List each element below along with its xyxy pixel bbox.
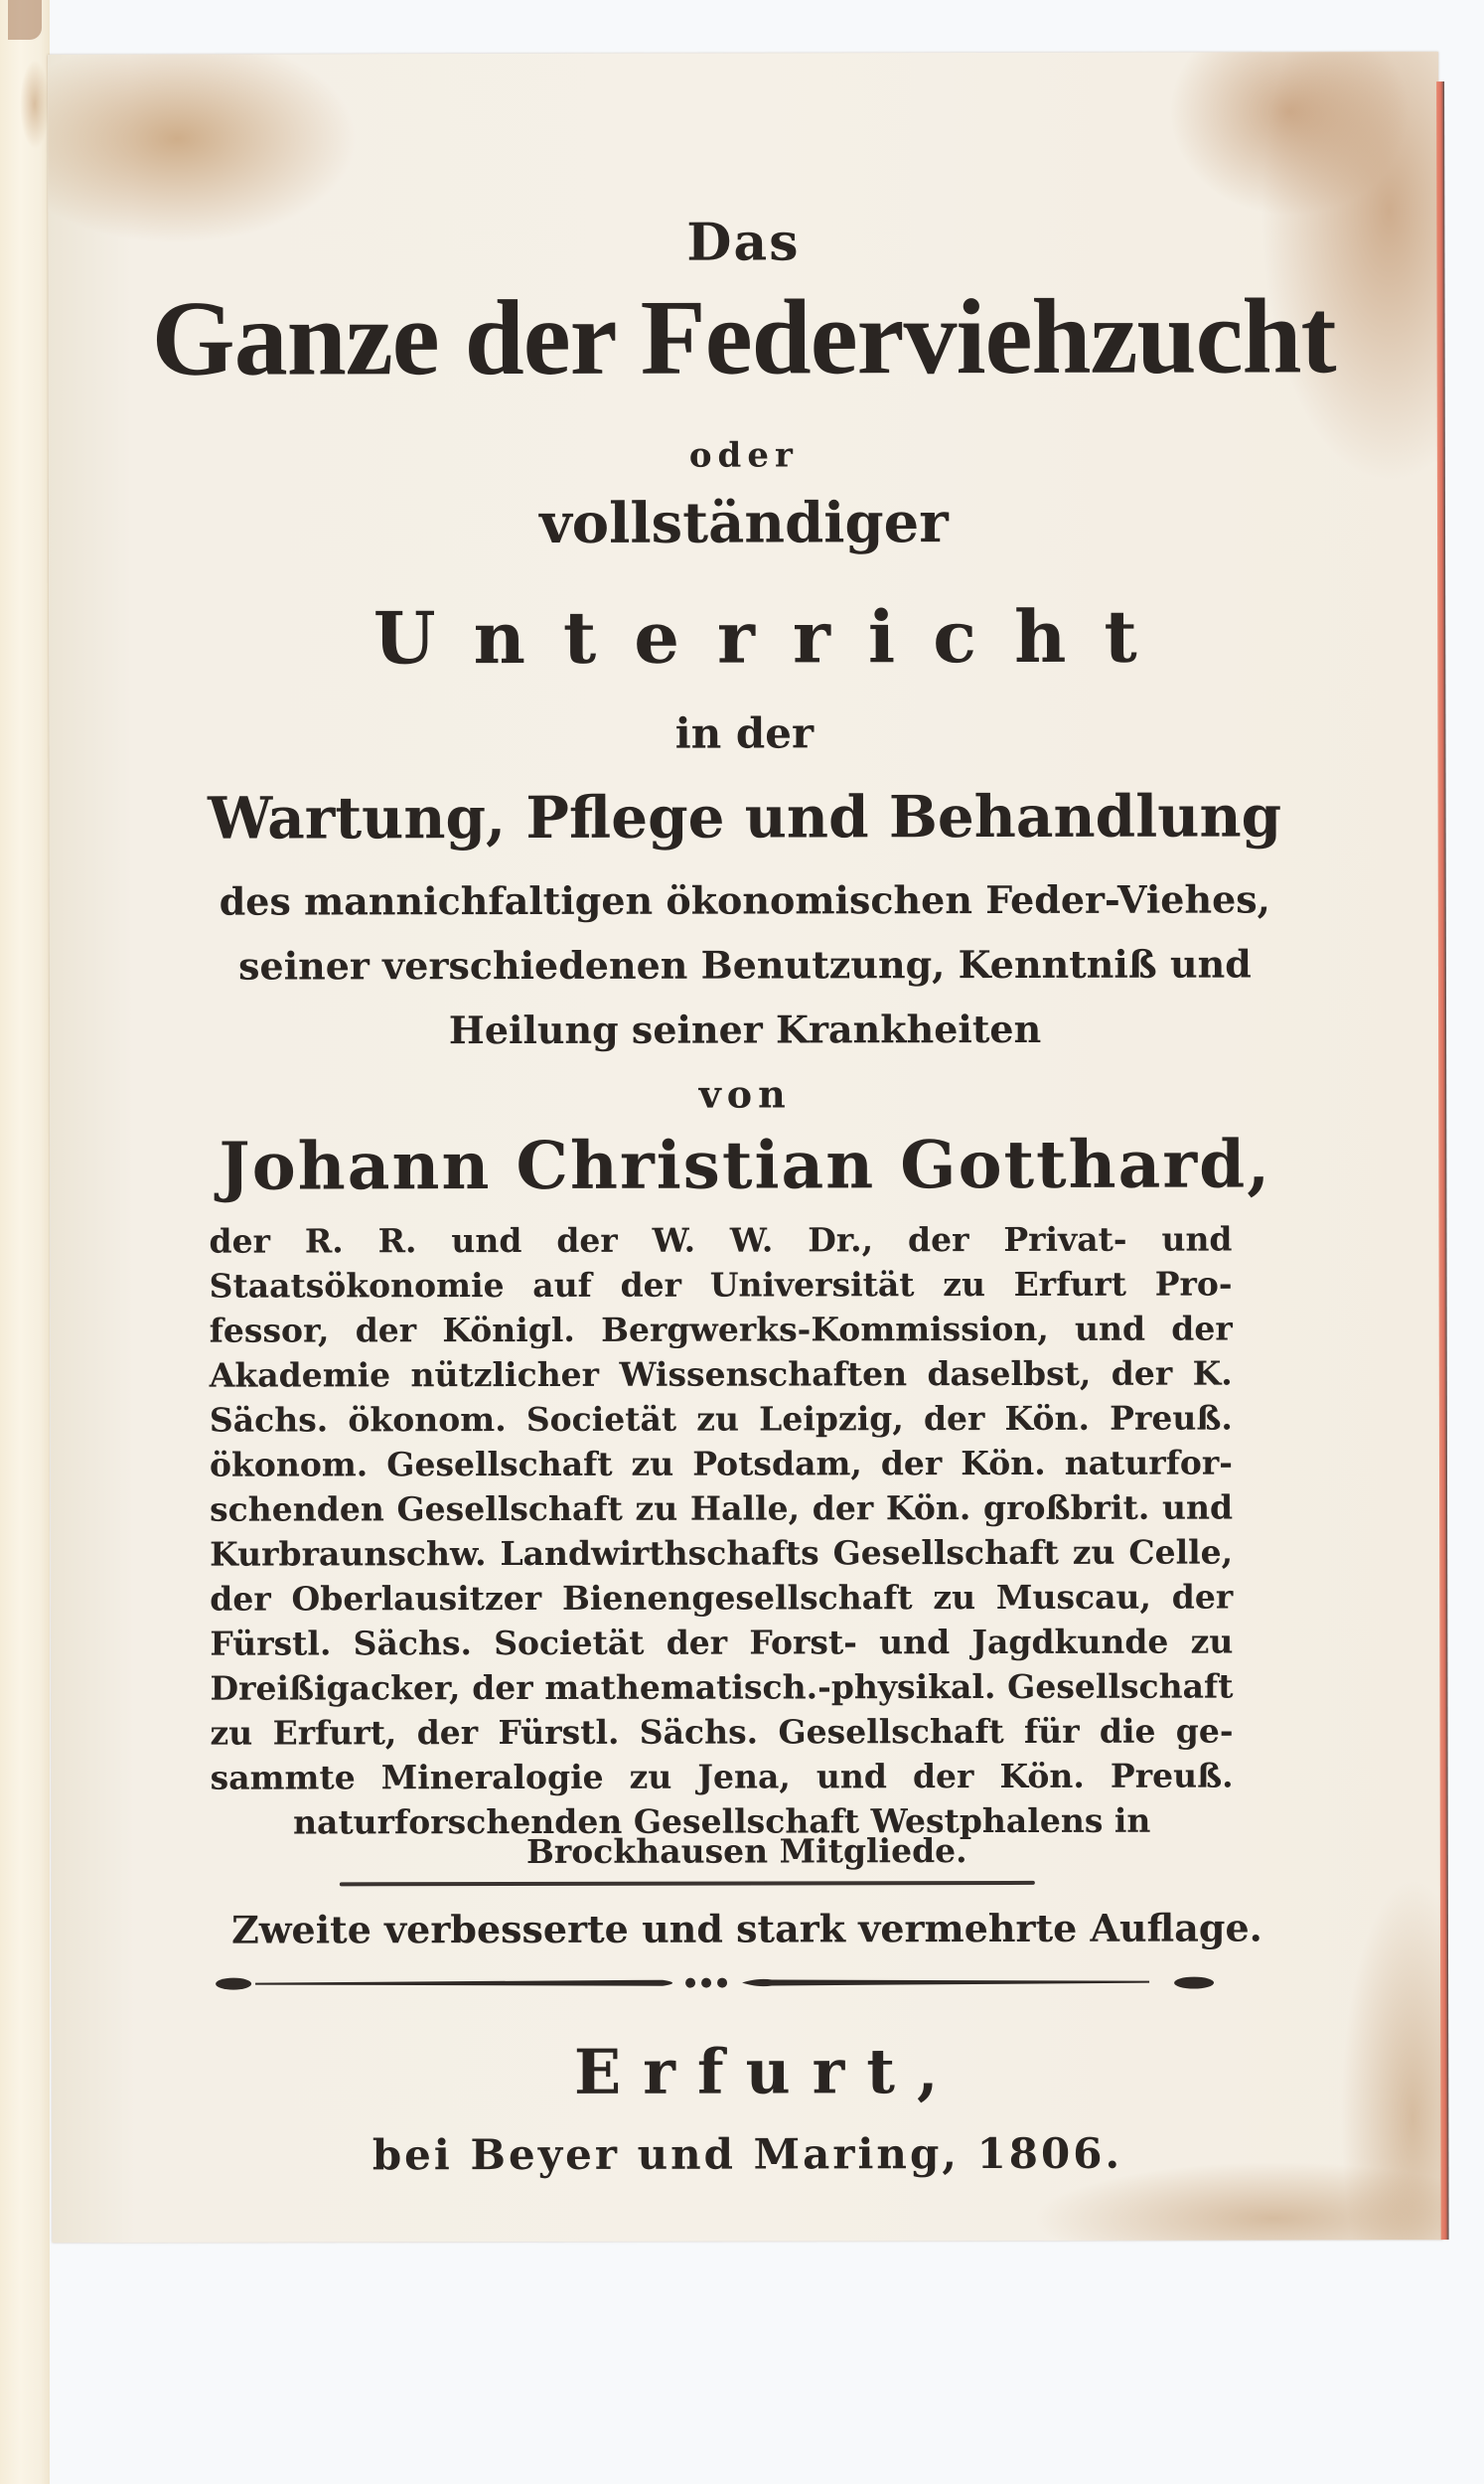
affiliation-line: der R. R. und der W. W. Dr., der Privat- und — [209, 1219, 1233, 1261]
affiliation-line: Akademie nützlicher Wissenschaften daselbst, der K. — [209, 1353, 1233, 1395]
affiliation-line: Kurbraunschw. Landwirthschafts Gesellschaft zu Celle, — [210, 1532, 1234, 1574]
affiliation-line: Staatsökonomie auf der Universität zu Erfurt Pro- — [209, 1264, 1233, 1306]
leaf-stain — [20, 60, 50, 149]
affiliation-line: der Oberlausitzer Bienengesellschaft zu Muscau, der — [210, 1577, 1234, 1619]
description-line: seiner verschiedenen Benutzung, Kenntniß und — [238, 941, 1252, 989]
edition-statement: Zweite verbesserte und stark vermehrte Auflage. — [230, 1905, 1262, 1952]
title-connector: oder — [688, 435, 799, 476]
title-page-content — [48, 52, 1443, 2243]
author-name: Johann Christian Gotthard, — [219, 1125, 1272, 1205]
affiliation-line: Dreißigacker, der mathematisch.-physikal. Gesellschaft — [210, 1666, 1234, 1708]
ornamental-divider — [216, 1975, 1219, 1991]
affiliation-line: ökonom. Gesellschaft zu Potsdam, der Kön. naturfor- — [209, 1443, 1234, 1484]
ornament-rule-icon — [216, 1975, 1219, 1991]
title-article: Das — [686, 212, 801, 273]
description-line: des mannichfaltigen ökonomischen Feder-Viehes, — [219, 876, 1270, 924]
affiliation-line: zu Erfurt, der Fürstl. Sächs. Gesellschaft für die ge- — [210, 1711, 1234, 1753]
affiliation-line: schenden Gesellschaft zu Halle, der Kön. großbrit. und — [210, 1487, 1234, 1529]
affiliation-line: sammte Mineralogie zu Jena, und der Kön. Preuß. — [210, 1756, 1234, 1797]
affiliation-line: Sächs. ökonom. Societät zu Leipzig, der Kön. Preuß. — [209, 1398, 1233, 1440]
affiliation-line: fessor, der Königl. Bergwerks-Kommission, und der — [209, 1309, 1233, 1350]
subtitle-subject: Wartung, Pflege und Behandlung — [208, 782, 1282, 853]
affiliation-line: Fürstl. Sächs. Societät der Forst- und Jagdkunde zu — [210, 1622, 1234, 1663]
subtitle-noun: Unterricht — [372, 593, 1175, 681]
description-line: Heilung seiner Krankheiten — [448, 1006, 1042, 1053]
subtitle-preposition: in der — [674, 708, 815, 758]
divider-rule — [340, 1881, 1035, 1886]
imprint-city: Erfurt, — [573, 2035, 961, 2108]
imprint-publisher: bei Beyer und Maring, 1806. — [371, 2128, 1123, 2180]
affiliation-line-last: Brockhausen Mitgliede. — [525, 1831, 967, 1871]
subtitle-adjective: vollständiger — [539, 490, 949, 556]
title-page — [48, 52, 1443, 2243]
previous-leaf-edge — [0, 0, 50, 2484]
affiliation-line: naturforschenden Gesellschaft Westphalens in — [292, 1800, 1151, 1842]
main-title: Ganze der Federviehzucht — [151, 277, 1336, 398]
byline-von: von — [698, 1071, 792, 1117]
